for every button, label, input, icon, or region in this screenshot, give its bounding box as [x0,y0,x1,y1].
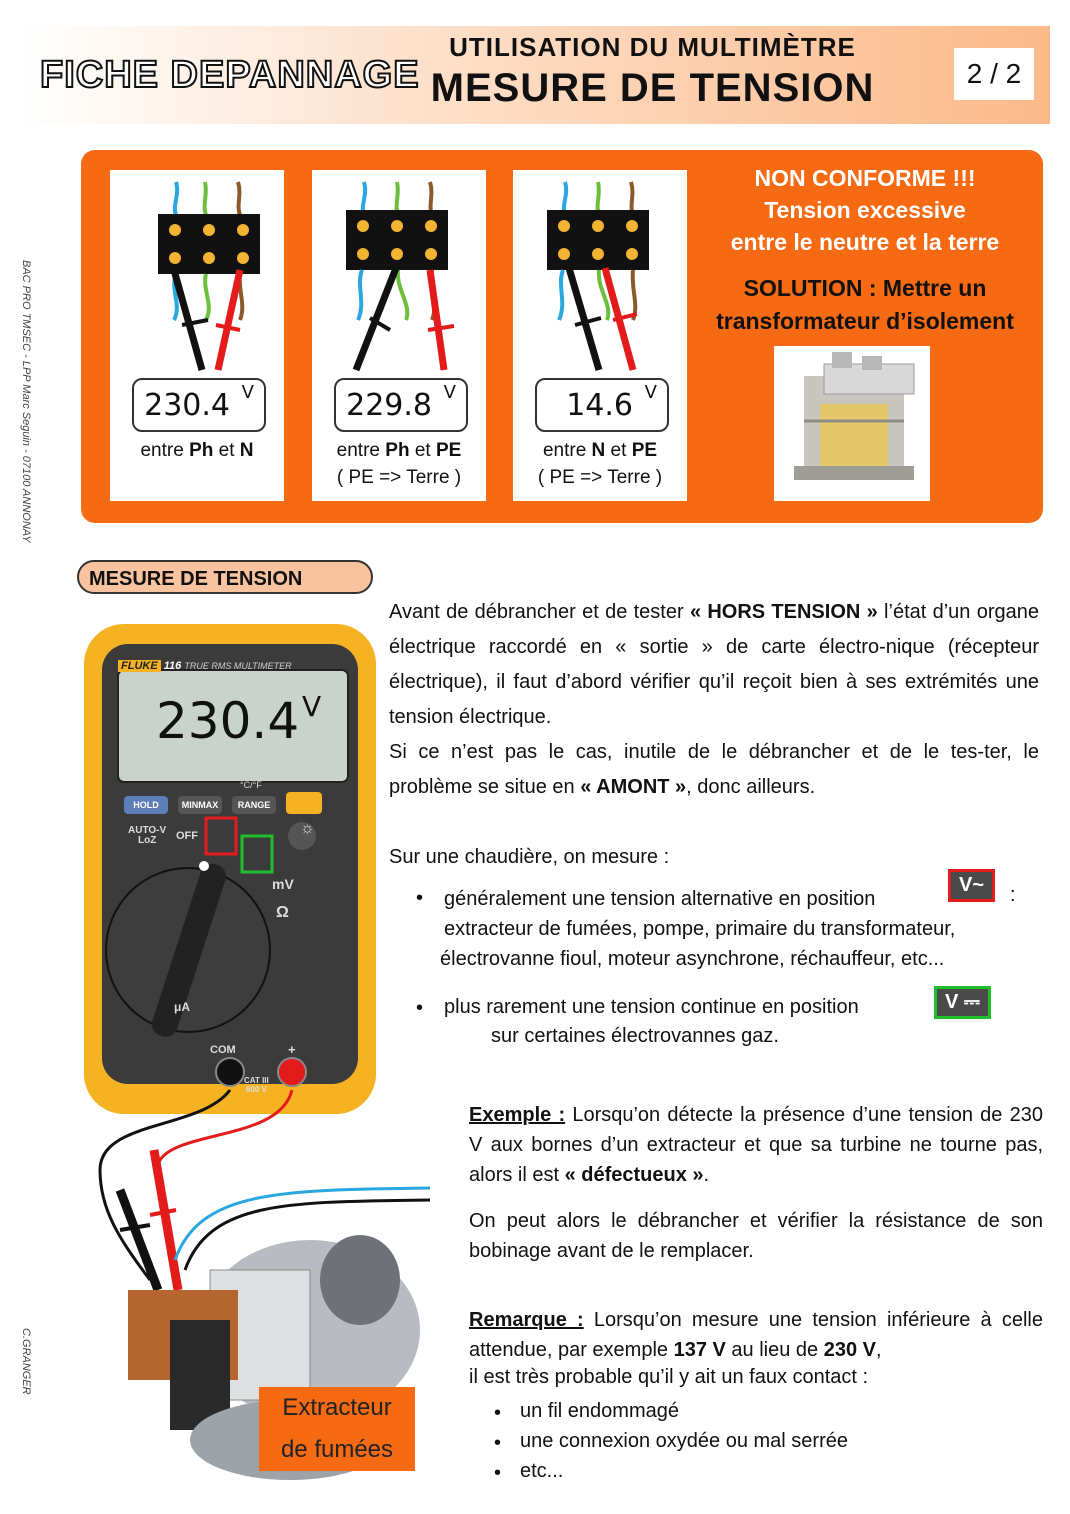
remarque-line3: il est très probable qu’il y ait un faux contact : [469,1366,869,1388]
auto-v-label: AUTO-V LoZ [128,825,167,846]
title-line1: UTILISATION DU MULTIMÈTRE [449,32,856,62]
bullet: • [416,887,424,909]
terminal-probe-illustration [110,170,284,380]
ua-label: μA [174,1000,191,1014]
page-number: 2 / 2 [954,48,1034,100]
measure-card-ph-n [110,170,284,501]
section-label: MESURE DE TENSION [77,560,373,594]
meter-brand: FLUKE 116 TRUE RMS MULTIMETER [118,660,292,672]
card-caption-line2: ( PE => Terre ) [537,467,663,488]
bullet: • [416,997,424,1019]
plus-label: + [288,1042,296,1057]
terminal-probe-illustration [312,170,486,380]
meter-readout: 230.4 V [132,378,266,432]
range-button[interactable]: RANGE [237,800,271,810]
bullet: • [494,1402,502,1424]
page-title: MESURE DE TENSION [430,66,875,110]
bullet: • [494,1432,502,1454]
bullet-continue-line2: sur certaines électrovannes gaz. [491,1025,779,1047]
bullet-continue: plus rarement une tension continue en position [444,996,859,1018]
terminal-probe-illustration [513,170,687,380]
card-caption: entre Ph et N [140,440,254,461]
card-caption: entre N et PE [542,440,658,461]
mv-label: mV [272,876,294,892]
card-caption-line2: ( PE => Terre ) [336,467,462,488]
bullet-alternative-line3: électrovanne fioul, moteur asynchrone, réchauffeur, etc... [440,948,945,970]
exemple-paragraph-2: On peut alors le débrancher et vérifier la résistance de son bobinage avant de le remplacer. [469,1210,1043,1262]
non-conforme-alert: NON CONFORME !!! Tension excessive entre le neutre et la terre [730,165,1000,255]
cat-rating: CAT III 600 V [244,1076,269,1094]
side-author: C.GRANGER [20,1328,32,1395]
measure-card-n-pe [513,170,687,501]
solution-text: SOLUTION : Mettre un transformateur d’isolement [716,275,1014,334]
cause-item: un fil endommagé [520,1400,679,1422]
backlight-icon[interactable]: ☼ [300,820,315,837]
bullet-alternative: généralement une tension alternative en position [444,888,876,910]
ohm-label: Ω [276,904,289,921]
minmax-button[interactable]: MINMAX [181,800,219,810]
intro-paragraph: Avant de débrancher et de tester « HORS TENSION » l’état d’un organe électrique raccordé en « sortie » de carte électro-nique (récepteur électrique), il faut d’abord vérifier qu’il reçoit bien à ses extrémités une tension électrique. Si ce n’est pas le cas, inutile de le débrancher et de le tes-ter, le problème se situe en « AMONT », donc ailleurs. [389,601,1039,798]
card-caption: entre Ph et PE [336,440,462,461]
remarque-paragraph: Remarque : Lorsqu’on mesure une tension inférieure à celle attendue, par exemple 137 V au lieu de 230 V, [469,1309,1043,1361]
meter-readout: 14.6 V [535,378,669,432]
cause-item: une connexion oxydée ou mal serrée [520,1430,848,1452]
off-label: OFF [176,830,198,842]
v-ac-badge: V~ [948,869,995,902]
measure-card-ph-pe [312,170,486,501]
side-credit: BAC PRO TMSEC - LPP Marc Seguin - 07100 ANNONAY [20,260,32,543]
brand-title: FICHE DEPANNAGE [40,54,420,96]
chaudiere-lead: Sur une chaudière, on mesure : [389,846,670,868]
meter-display-unit: V [302,690,322,723]
colon: : [1010,884,1016,906]
meter-readout: 229.8 V [334,378,468,432]
v-dc-badge: V ⎓ [934,986,991,1019]
exemple-paragraph: Exemple : Lorsqu’on détecte la présence d’une tension de 230 V aux bornes d’un extracteur et que sa turbine ne tourne pas, alors il est « défectueux ». [469,1104,1043,1186]
com-label: COM [210,1044,236,1056]
transformer-image [774,346,930,501]
cause-item: etc... [520,1460,564,1482]
hold-button[interactable]: HOLD [133,800,159,810]
extracteur-label: Extracteur de fumées [259,1387,415,1471]
bullet: • [494,1462,502,1484]
bullet-alternative-line2: extracteur de fumées, pompe, primaire du transformateur, [444,918,956,940]
temp-unit-label: °C/°F [240,780,262,790]
multimeter-illustration [80,620,380,1120]
meter-display-value: 230.4 [156,692,300,750]
